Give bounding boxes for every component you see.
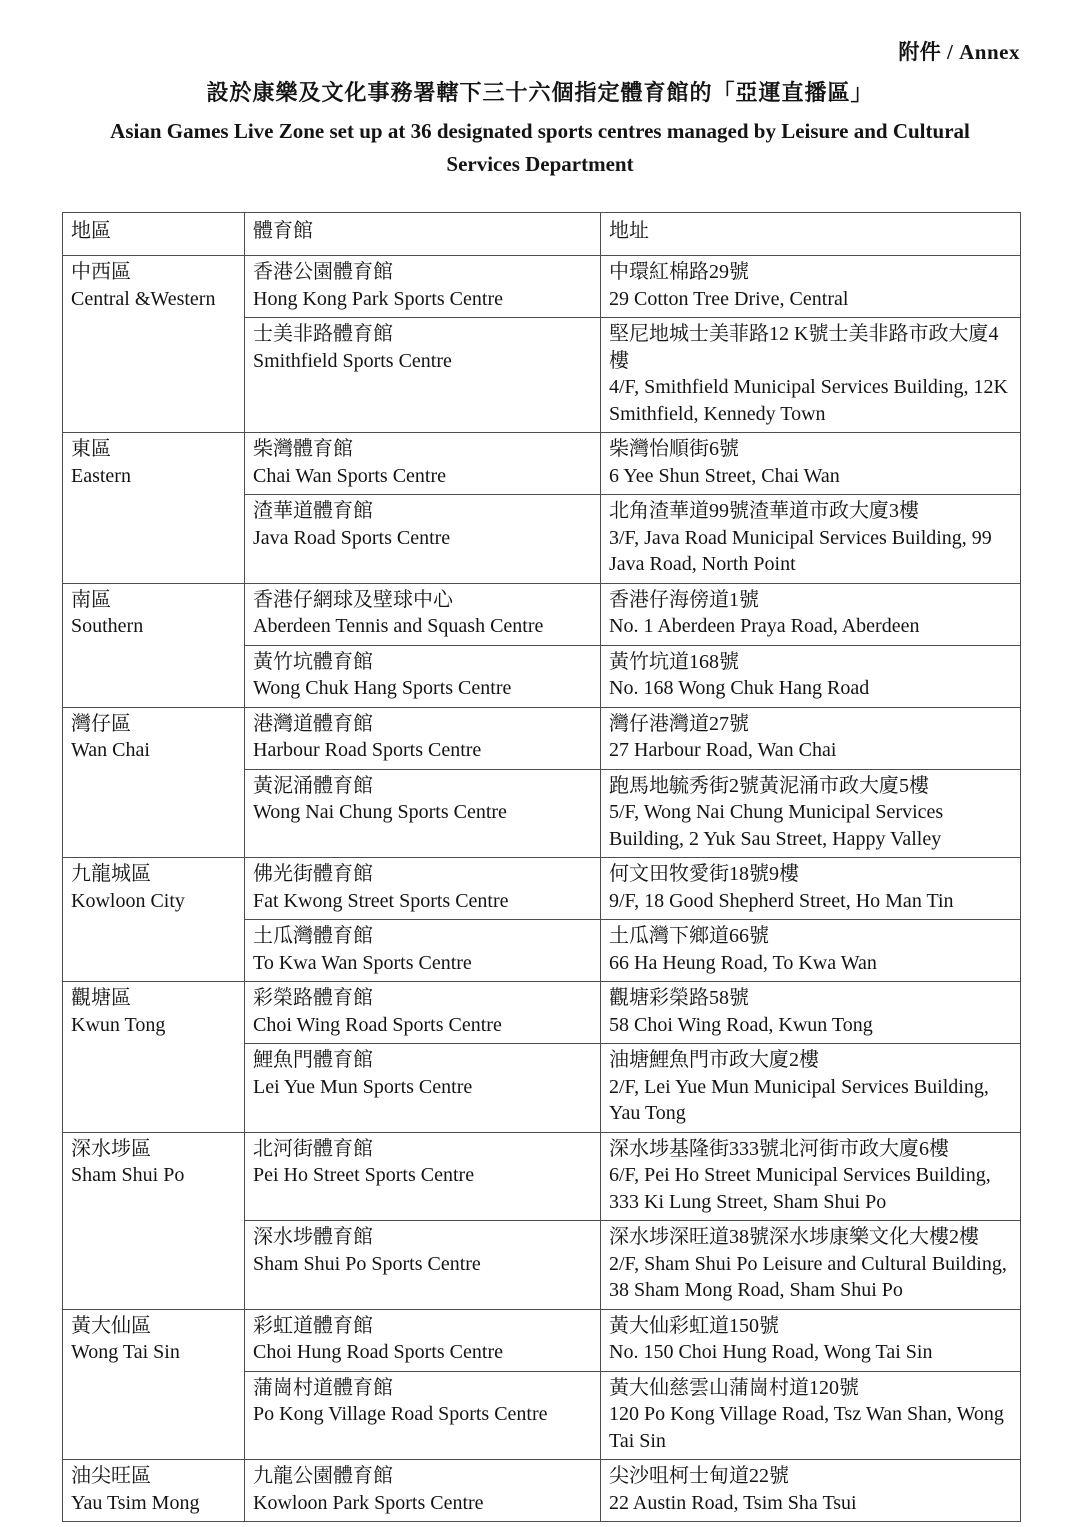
centre-address-zh: 油塘鯉魚門市政大廈2樓	[609, 1049, 819, 1071]
centre-address-zh: 黃竹坑道168號	[609, 650, 739, 673]
centre-name-cell	[245, 495, 601, 584]
centre-name-cell	[245, 645, 601, 707]
centre-address-cell	[601, 707, 1021, 769]
centre-name-en: Choi Hung Road Sports Centre	[253, 1341, 503, 1363]
centre-address-cell	[601, 1371, 1021, 1460]
centre-address-zh: 柴灣怡順街6號	[609, 438, 739, 460]
district-name-zh: 深水埗區	[71, 1137, 151, 1160]
centre-address-en: 4/F, Smithfield Municipal Services Building, 12K Smithfield, Kennedy Town	[609, 376, 1008, 425]
centre-address-cell	[601, 583, 1021, 645]
centre-name-zh: 北河街體育館	[253, 1137, 373, 1160]
centre-name-cell	[245, 1460, 601, 1522]
sports-centres-table	[62, 212, 1021, 1522]
centre-name-cell	[245, 1221, 601, 1310]
centre-address-en: 120 Po Kong Village Road, Tsz Wan Shan, Wong Tai Sin	[609, 1403, 1004, 1452]
district-name-cell	[63, 1460, 245, 1522]
centre-address-cell	[601, 318, 1021, 433]
district-name-en: Eastern	[71, 464, 131, 487]
centre-address-zh: 何文田牧愛街18號9樓	[609, 863, 799, 885]
centre-address-en: 6 Yee Shun Street, Chai Wan	[609, 464, 840, 487]
district-name-zh: 黃大仙區	[71, 1314, 151, 1337]
centre-name-en: Chai Wan Sports Centre	[253, 464, 446, 487]
district-name-cell	[63, 1309, 245, 1460]
centre-address-zh: 灣仔港灣道27號	[609, 712, 749, 735]
column-header-centre: 體育館	[245, 213, 601, 256]
district-name-zh: 油尖旺區	[71, 1465, 151, 1487]
centre-address-en: 2/F, Sham Shui Po Leisure and Cultural Building, 38 Sham Mong Road, Sham Shui Po	[609, 1252, 1007, 1301]
centre-address-en: 2/F, Lei Yue Mun Municipal Services Building, Yau Tong	[609, 1075, 989, 1124]
centre-name-cell	[245, 982, 601, 1044]
centre-name-zh: 香港公園體育館	[253, 261, 393, 283]
table-row	[63, 1132, 1021, 1221]
centre-address-en: No. 1 Aberdeen Praya Road, Aberdeen	[609, 615, 920, 637]
centre-address-zh: 香港仔海傍道1號	[609, 588, 759, 611]
centre-name-cell	[245, 1132, 601, 1221]
centre-address-cell	[601, 920, 1021, 982]
centre-name-zh: 士美非路體育館	[253, 323, 393, 345]
district-name-zh: 東區	[71, 438, 111, 460]
centre-address-zh: 北角渣華道99號渣華道市政大廈3樓	[609, 500, 919, 522]
centre-name-cell	[245, 256, 601, 318]
centre-name-zh: 深水埗體育館	[253, 1226, 373, 1248]
centre-name-cell	[245, 769, 601, 858]
table-body	[63, 256, 1021, 1522]
centre-name-en: Hong Kong Park Sports Centre	[253, 287, 503, 310]
centre-name-zh: 黃竹坑體育館	[253, 650, 373, 673]
centre-name-zh: 九龍公園體育館	[253, 1465, 393, 1487]
column-header-address: 地址	[601, 213, 1021, 256]
district-name-en: Yau Tsim Mong	[71, 1491, 200, 1514]
district-name-cell	[63, 707, 245, 858]
centre-name-en: Pei Ho Street Sports Centre	[253, 1164, 475, 1186]
table-row	[63, 256, 1021, 318]
centre-name-cell	[245, 707, 601, 769]
centre-address-cell	[601, 769, 1021, 858]
centre-name-en: Aberdeen Tennis and Squash Centre	[253, 615, 544, 637]
centre-address-cell	[601, 1309, 1021, 1371]
district-name-en: Wong Tai Sin	[71, 1341, 180, 1363]
centre-address-cell	[601, 1044, 1021, 1133]
centre-address-cell	[601, 858, 1021, 920]
centre-address-cell	[601, 495, 1021, 584]
document-title-zh: 設於康樂及文化事務署轄下三十六個指定體育館的「亞運直播區」	[206, 80, 874, 105]
district-name-cell	[63, 858, 245, 982]
centre-name-zh: 渣華道體育館	[253, 500, 373, 522]
table-row	[63, 1460, 1021, 1522]
centre-name-zh: 彩榮路體育館	[253, 987, 373, 1009]
document-title-en	[0, 115, 1080, 181]
centre-address-cell	[601, 645, 1021, 707]
centre-name-cell	[245, 318, 601, 433]
district-name-cell	[63, 982, 245, 1133]
centre-address-en: 5/F, Wong Nai Chung Municipal Services Building, 2 Yuk Sau Street, Happy Valley	[609, 801, 944, 850]
centre-address-en: 58 Choi Wing Road, Kwun Tong	[609, 1013, 873, 1036]
district-name-en: Southern	[71, 615, 144, 637]
centre-name-en: To Kwa Wan Sports Centre	[253, 951, 472, 974]
district-name-zh: 九龍城區	[71, 863, 151, 885]
centre-address-en: 9/F, 18 Good Shepherd Street, Ho Man Tin	[609, 889, 954, 912]
document-title-en-line1: Asian Games Live Zone set up at 36 designated sports centres managed by Leisure and Cultural	[110, 119, 970, 143]
district-name-cell	[63, 433, 245, 584]
centre-name-zh: 港灣道體育館	[253, 712, 373, 735]
centre-address-zh: 觀塘彩榮路58號	[609, 987, 749, 1009]
centre-address-zh: 黃大仙慈雲山蒲崗村道120號	[609, 1376, 859, 1399]
centre-name-cell	[245, 1309, 601, 1371]
centre-name-en: Java Road Sports Centre	[253, 526, 451, 549]
district-name-zh: 南區	[71, 588, 111, 611]
centre-address-zh: 堅尼地城士美菲路12 K號士美非路市政大廈4樓	[609, 323, 999, 372]
centre-address-en: 22 Austin Road, Tsim Sha Tsui	[609, 1491, 857, 1514]
district-name-en: Kwun Tong	[71, 1013, 166, 1036]
centre-name-en: Smithfield Sports Centre	[253, 349, 452, 372]
table-row	[63, 583, 1021, 645]
centre-name-cell	[245, 583, 601, 645]
centre-name-zh: 柴灣體育館	[253, 438, 353, 460]
district-name-zh: 灣仔區	[71, 712, 131, 735]
table-row	[63, 1309, 1021, 1371]
district-name-cell	[63, 1132, 245, 1309]
centre-address-en: No. 168 Wong Chuk Hang Road	[609, 677, 870, 699]
table-header-row	[63, 213, 1021, 256]
centre-name-en: Lei Yue Mun Sports Centre	[253, 1075, 473, 1098]
centre-name-en: Sham Shui Po Sports Centre	[253, 1252, 481, 1275]
centre-address-en: 6/F, Pei Ho Street Municipal Services Building, 333 Ki Lung Street, Sham Shui Po	[609, 1164, 991, 1213]
centre-address-zh: 跑馬地毓秀街2號黃泥涌市政大廈5樓	[609, 774, 929, 797]
centre-address-cell	[601, 256, 1021, 318]
district-name-en: Sham Shui Po	[71, 1164, 185, 1186]
centre-name-zh: 土瓜灣體育館	[253, 925, 373, 947]
centre-address-zh: 黃大仙彩虹道150號	[609, 1314, 779, 1337]
document-title-en-line2: Services Department	[446, 152, 634, 176]
centre-address-zh: 中環紅棉路29號	[609, 261, 749, 283]
centre-address-zh: 深水埗基隆街333號北河街市政大廈6樓	[609, 1137, 949, 1160]
table-row	[63, 858, 1021, 920]
centre-address-cell	[601, 1132, 1021, 1221]
centre-address-cell	[601, 433, 1021, 495]
centre-name-cell	[245, 858, 601, 920]
centre-address-en: 66 Ha Heung Road, To Kwa Wan	[609, 951, 877, 974]
centre-address-zh: 土瓜灣下鄉道66號	[609, 925, 769, 947]
centre-name-en: Kowloon Park Sports Centre	[253, 1491, 484, 1514]
centre-name-en: Fat Kwong Street Sports Centre	[253, 889, 509, 912]
centre-address-cell	[601, 982, 1021, 1044]
centre-name-cell	[245, 1371, 601, 1460]
centre-address-cell	[601, 1460, 1021, 1522]
district-name-cell	[63, 583, 245, 707]
centre-address-en: No. 150 Choi Hung Road, Wong Tai Sin	[609, 1341, 933, 1363]
centre-address-en: 29 Cotton Tree Drive, Central	[609, 287, 849, 310]
centre-name-en: Wong Nai Chung Sports Centre	[253, 801, 507, 823]
district-name-en: Central &Western	[71, 287, 216, 310]
district-name-en: Kowloon City	[71, 889, 185, 912]
centre-address-zh: 深水埗深旺道38號深水埗康樂文化大樓2樓	[609, 1226, 979, 1248]
table-row	[63, 433, 1021, 495]
district-name-zh: 中西區	[71, 261, 131, 283]
district-name-zh: 觀塘區	[71, 987, 131, 1009]
centre-name-zh: 香港仔網球及壁球中心	[253, 588, 453, 611]
centre-address-zh: 尖沙咀柯士甸道22號	[609, 1465, 789, 1487]
table-row	[63, 707, 1021, 769]
centre-name-zh: 佛光街體育館	[253, 863, 373, 885]
district-name-cell	[63, 256, 245, 433]
centre-name-cell	[245, 433, 601, 495]
centre-name-en: Harbour Road Sports Centre	[253, 739, 482, 761]
centre-name-en: Choi Wing Road Sports Centre	[253, 1013, 502, 1036]
centre-address-en: 3/F, Java Road Municipal Services Building, 99 Java Road, North Point	[609, 526, 992, 575]
district-name-en: Wan Chai	[71, 739, 150, 761]
centre-name-en: Po Kong Village Road Sports Centre	[253, 1403, 548, 1425]
centre-address-cell	[601, 1221, 1021, 1310]
centre-name-zh: 蒲崗村道體育館	[253, 1376, 393, 1399]
table-row	[63, 982, 1021, 1044]
centre-name-cell	[245, 1044, 601, 1133]
centre-address-en: 27 Harbour Road, Wan Chai	[609, 739, 837, 761]
centre-name-zh: 彩虹道體育館	[253, 1314, 373, 1337]
annex-label: 附件 / Annex	[898, 40, 1020, 64]
centre-name-cell	[245, 920, 601, 982]
centre-name-zh: 黃泥涌體育館	[253, 774, 373, 797]
column-header-district: 地區	[63, 213, 245, 256]
centre-name-en: Wong Chuk Hang Sports Centre	[253, 677, 512, 699]
centre-name-zh: 鯉魚門體育館	[253, 1049, 373, 1071]
